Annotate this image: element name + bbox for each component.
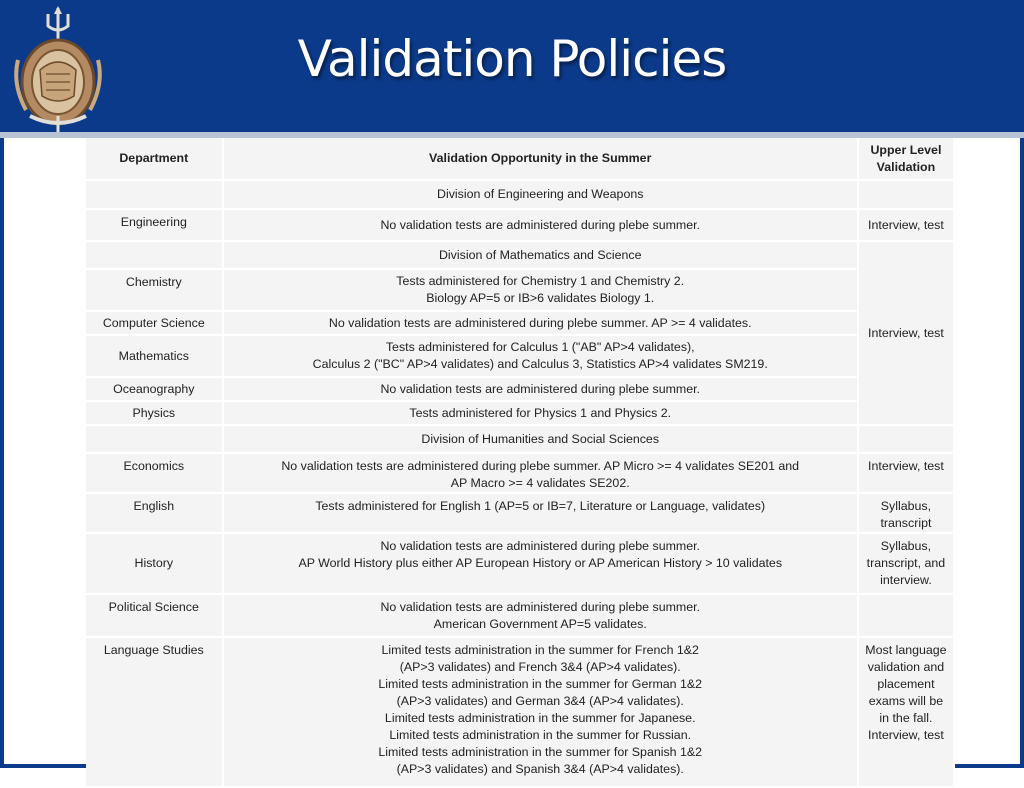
opportunity-cell (224, 494, 859, 534)
table-row (86, 534, 955, 595)
text-line: Calculus 2 ("BC" AP>4 validates) and Calculus 3, Statistics AP>4 validates SM219. (312, 357, 768, 371)
text-line: Interview, test (868, 217, 944, 232)
department-cell: Physics (86, 402, 224, 426)
text-line: Tests administered for English 1 (AP=5 or IB=7, Literature or Language, validates) (315, 499, 766, 513)
department-cell: Engineering (86, 210, 224, 242)
department-cell: Oceanography (86, 378, 224, 402)
text-line: transcript, and (866, 556, 946, 570)
department-cell: Political Science (86, 595, 224, 638)
upper-level-cell (859, 454, 955, 494)
department-cell: Language Studies (86, 638, 224, 788)
upper-level-cell (859, 595, 955, 638)
opportunity-cell (224, 454, 859, 494)
text-line: in the fall. (879, 711, 933, 725)
text-line: validation and (867, 660, 945, 674)
header-department: Department (86, 138, 224, 181)
text-line: (AP>3 validates) and Spanish 3&4 (AP>4 validates). (396, 762, 684, 776)
title-bar (0, 0, 1024, 132)
text-line: Most language (865, 643, 947, 657)
text-line: Limited tests administration in the summer for German 1&2 (378, 677, 703, 691)
opportunity-cell (224, 336, 859, 378)
upper-level-cell (859, 210, 955, 242)
opportunity-cell (224, 595, 859, 638)
opportunity-cell (224, 270, 859, 312)
text-line: No validation tests are administered during plebe summer. AP >= 4 validates. (328, 315, 752, 330)
department-cell: History (86, 534, 224, 595)
text-line: No validation tests are administered during plebe summer. (380, 217, 701, 232)
department-cell: Chemistry (86, 270, 224, 312)
text-line: Syllabus, (880, 539, 932, 553)
text-line: No validation tests are administered during plebe summer. (380, 600, 701, 614)
text-line: (AP>3 validates) and German 3&4 (AP>4 validates). (396, 694, 684, 708)
opportunity-cell (224, 312, 859, 336)
table-header-row (86, 138, 955, 181)
text-line: Limited tests administration in the summer for French 1&2 (381, 643, 699, 657)
division-blank-cell (86, 426, 224, 454)
text-line: Interview, test (868, 325, 944, 340)
upper-level-cell (859, 534, 955, 595)
text-line: interview. (880, 573, 932, 587)
table-row (86, 270, 955, 312)
division-blank-cell (859, 181, 955, 210)
table-row (86, 336, 955, 378)
department-cell: Computer Science (86, 312, 224, 336)
text-line: placement (877, 677, 935, 691)
header-upper-level: Upper Level Validation (859, 138, 955, 181)
right-border (1020, 138, 1024, 768)
division-row-math-science (86, 242, 955, 270)
text-line: Limited tests administration in the summer for Spanish 1&2 (378, 745, 703, 759)
header-opportunity: Validation Opportunity in the Summer (224, 138, 859, 181)
department-cell: English (86, 494, 224, 534)
text-line: Biology AP=5 or IB>6 validates Biology 1. (426, 291, 655, 305)
text-line: Limited tests administration in the summer for Russian. (389, 728, 692, 742)
division-row-engineering (86, 181, 955, 210)
division-blank-cell (859, 426, 955, 454)
opportunity-cell (224, 534, 859, 595)
text-line: AP Macro >= 4 validates SE202. (450, 476, 630, 490)
table-row (86, 454, 955, 494)
text-line: exams will be (868, 694, 944, 708)
table-row (86, 595, 955, 638)
text-line: AP World History plus either AP European History or AP American History > 10 validates (298, 556, 783, 570)
division-label: Division of Mathematics and Science (224, 242, 859, 270)
text-line: No validation tests are administered during plebe summer. (380, 381, 701, 396)
text-line: Interview, test (868, 728, 944, 742)
opportunity-cell (224, 210, 859, 242)
validation-policies-table (86, 138, 955, 788)
text-line: No validation tests are administered during plebe summer. AP Micro >= 4 validates SE201 and (281, 459, 800, 473)
division-blank-cell (86, 181, 224, 210)
text-line: Tests administered for Calculus 1 ("AB" AP>4 validates), (385, 340, 695, 354)
table-row (86, 638, 955, 788)
slide-title: Validation Policies (297, 30, 727, 88)
text-line: transcript (880, 516, 932, 530)
division-blank-cell (86, 242, 224, 270)
text-line: Interview, test (868, 459, 944, 473)
department-cell: Economics (86, 454, 224, 494)
upper-level-cell (859, 638, 955, 788)
opportunity-cell (224, 402, 859, 426)
division-label: Division of Engineering and Weapons (224, 181, 859, 210)
text-line: No validation tests are administered during plebe summer. (380, 539, 701, 553)
table-row (86, 378, 955, 402)
text-line: American Government AP=5 validates. (433, 617, 647, 631)
text-line: Limited tests administration in the summer for Japanese. (384, 711, 696, 725)
division-label: Division of Humanities and Social Sciences (224, 426, 859, 454)
text-line: Tests administered for Chemistry 1 and Chemistry 2. (396, 274, 685, 288)
table-row (86, 210, 955, 242)
upper-level-cell (859, 242, 955, 426)
text-line: (AP>3 validates) and French 3&4 (AP>4 validates). (399, 660, 681, 674)
table-row (86, 494, 955, 534)
table-row (86, 402, 955, 426)
table-row (86, 312, 955, 336)
left-border (0, 138, 4, 768)
text-line: Syllabus, (880, 499, 932, 513)
division-row-humanities (86, 426, 955, 454)
opportunity-cell (224, 638, 859, 788)
opportunity-cell (224, 378, 859, 402)
upper-level-cell (859, 494, 955, 534)
department-cell: Mathematics (86, 336, 224, 378)
text-line: Tests administered for Physics 1 and Physics 2. (409, 405, 672, 420)
